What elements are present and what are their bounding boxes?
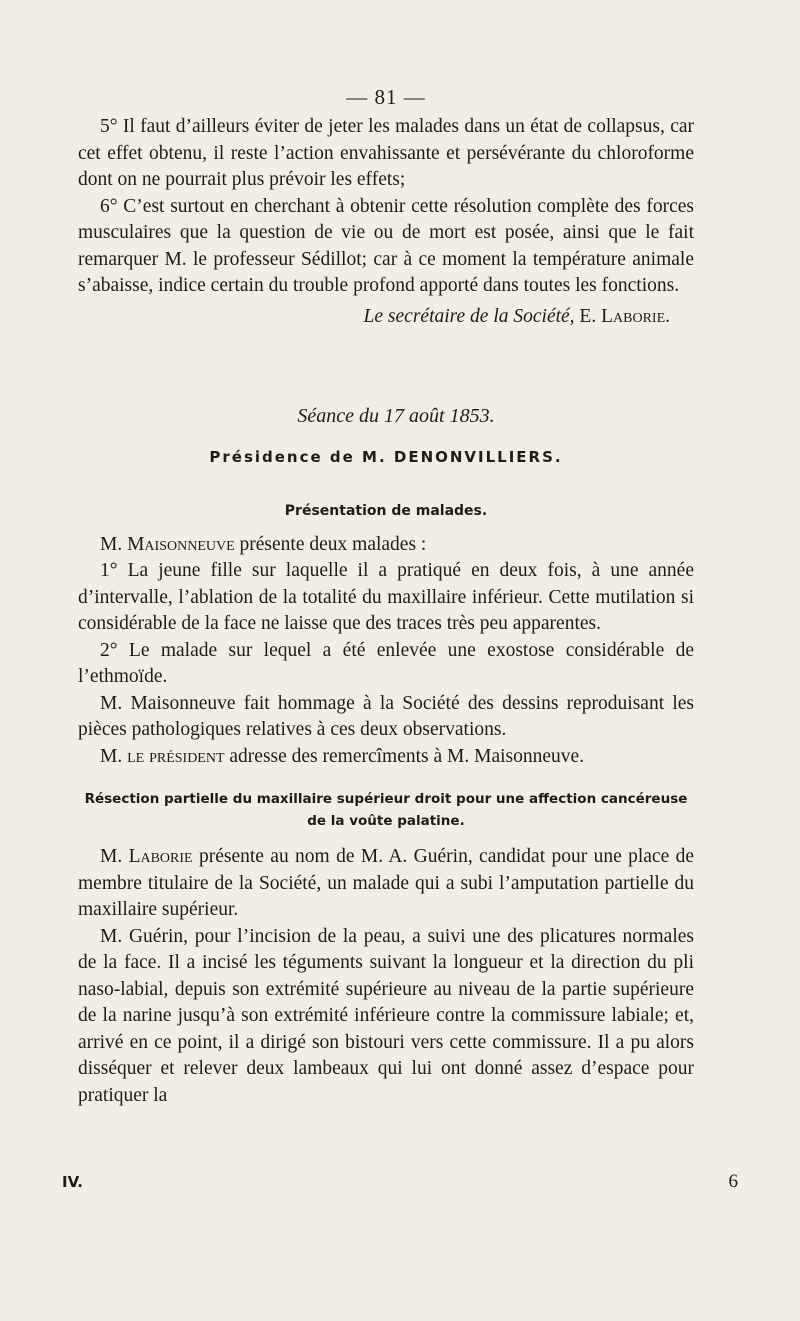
paragraph-item-5: 5° Il faut d’ailleurs éviter de jeter les malades dans un état de collapsus, car cet effet obtenu, il reste l’action envahissante et persévérante du chloroforme dont on ne pourrait plus prévoir les effets; xyxy=(78,116,694,190)
signature-name: Laborie. xyxy=(601,305,670,327)
section-heading-presentation: Présentation de malades. xyxy=(284,502,488,519)
section-heading-resection: Résection partielle du maxillaire supérieur droit pour une affection cancéreuse de la voûte palatine. xyxy=(84,791,688,829)
presentation-item-1: 1° La jeune fille sur laquelle il a pratiqué en deux fois, à une année d’intervalle, l’ablation de la totalité du maxillaire inférieur. Cette mutilation si considérable de la face ne laisse que des traces très peu apparentes. xyxy=(78,560,694,634)
secretary-signature xyxy=(78,302,694,332)
presentation-intro-text: présente deux malades : xyxy=(234,533,427,555)
president-remark xyxy=(78,744,694,771)
paragraph-item-6: 6° C’est surtout en cherchant à obtenir cette résolution complète des forces musculaires que la question de vie ou de mort est posée, ainsi que le fait remarquer M. le professeur Sédillot; car à ce moment la température animale s’abaisse, indice certain du trouble profond apporté dans toutes les fonctions. xyxy=(78,195,694,296)
signature-initial: E. xyxy=(579,305,597,327)
resection-intro-text: présente au nom de M. A. Guérin, candidat pour une place de membre titulaire de la Société, un malade qui a subi l’amputation partielle du maxillaire supérieur. xyxy=(78,846,694,920)
president-name: M. le président xyxy=(100,745,225,767)
sheet-number: 6 xyxy=(728,1171,738,1192)
page-number: — 81 — xyxy=(346,85,426,109)
signature-role: Le secrétaire de la Société, xyxy=(363,305,575,327)
presidency-heading: Présidence de M. DENONVILLIERS. xyxy=(209,447,563,466)
president-remark-text: adresse des remercîments à M. Maisonneuve. xyxy=(224,745,585,767)
presentation-intro xyxy=(78,532,694,559)
signature-mark: IV. xyxy=(62,1173,83,1191)
resection-intro xyxy=(78,844,694,924)
session-date-heading: Séance du 17 août 1853. xyxy=(297,404,495,427)
resection-description: M. Guérin, pour l’incision de la peau, a suivi une des plicatures normales de la face. Il a incisé les téguments suivant la longueur et la direction du pli naso-labial, depuis son extrémité supérieure au niveau de la partie supérieure de la narine jusqu’à son extrémité inférieure contre la commissure labiale; et, arrivé en ce point, il a dirigé son bistouri vers cette commissure. Il a pu alors disséquer et relever deux lambeaux qui lui ont donné assez d’espace pour pratiquer la xyxy=(78,925,694,1106)
presentation-homage: M. Maisonneuve fait hommage à la Société des dessins reproduisant les pièces pathologiques relatives à ces deux observations. xyxy=(78,692,694,740)
presentation-item-2: 2° Le malade sur lequel a été enlevée une exostose considérable de l’ethmoïde. xyxy=(78,639,694,687)
speaker-name-laborie: M. Laborie xyxy=(100,846,193,867)
book-page xyxy=(78,82,694,1292)
speaker-name: M. Maisonneuve xyxy=(100,533,235,555)
